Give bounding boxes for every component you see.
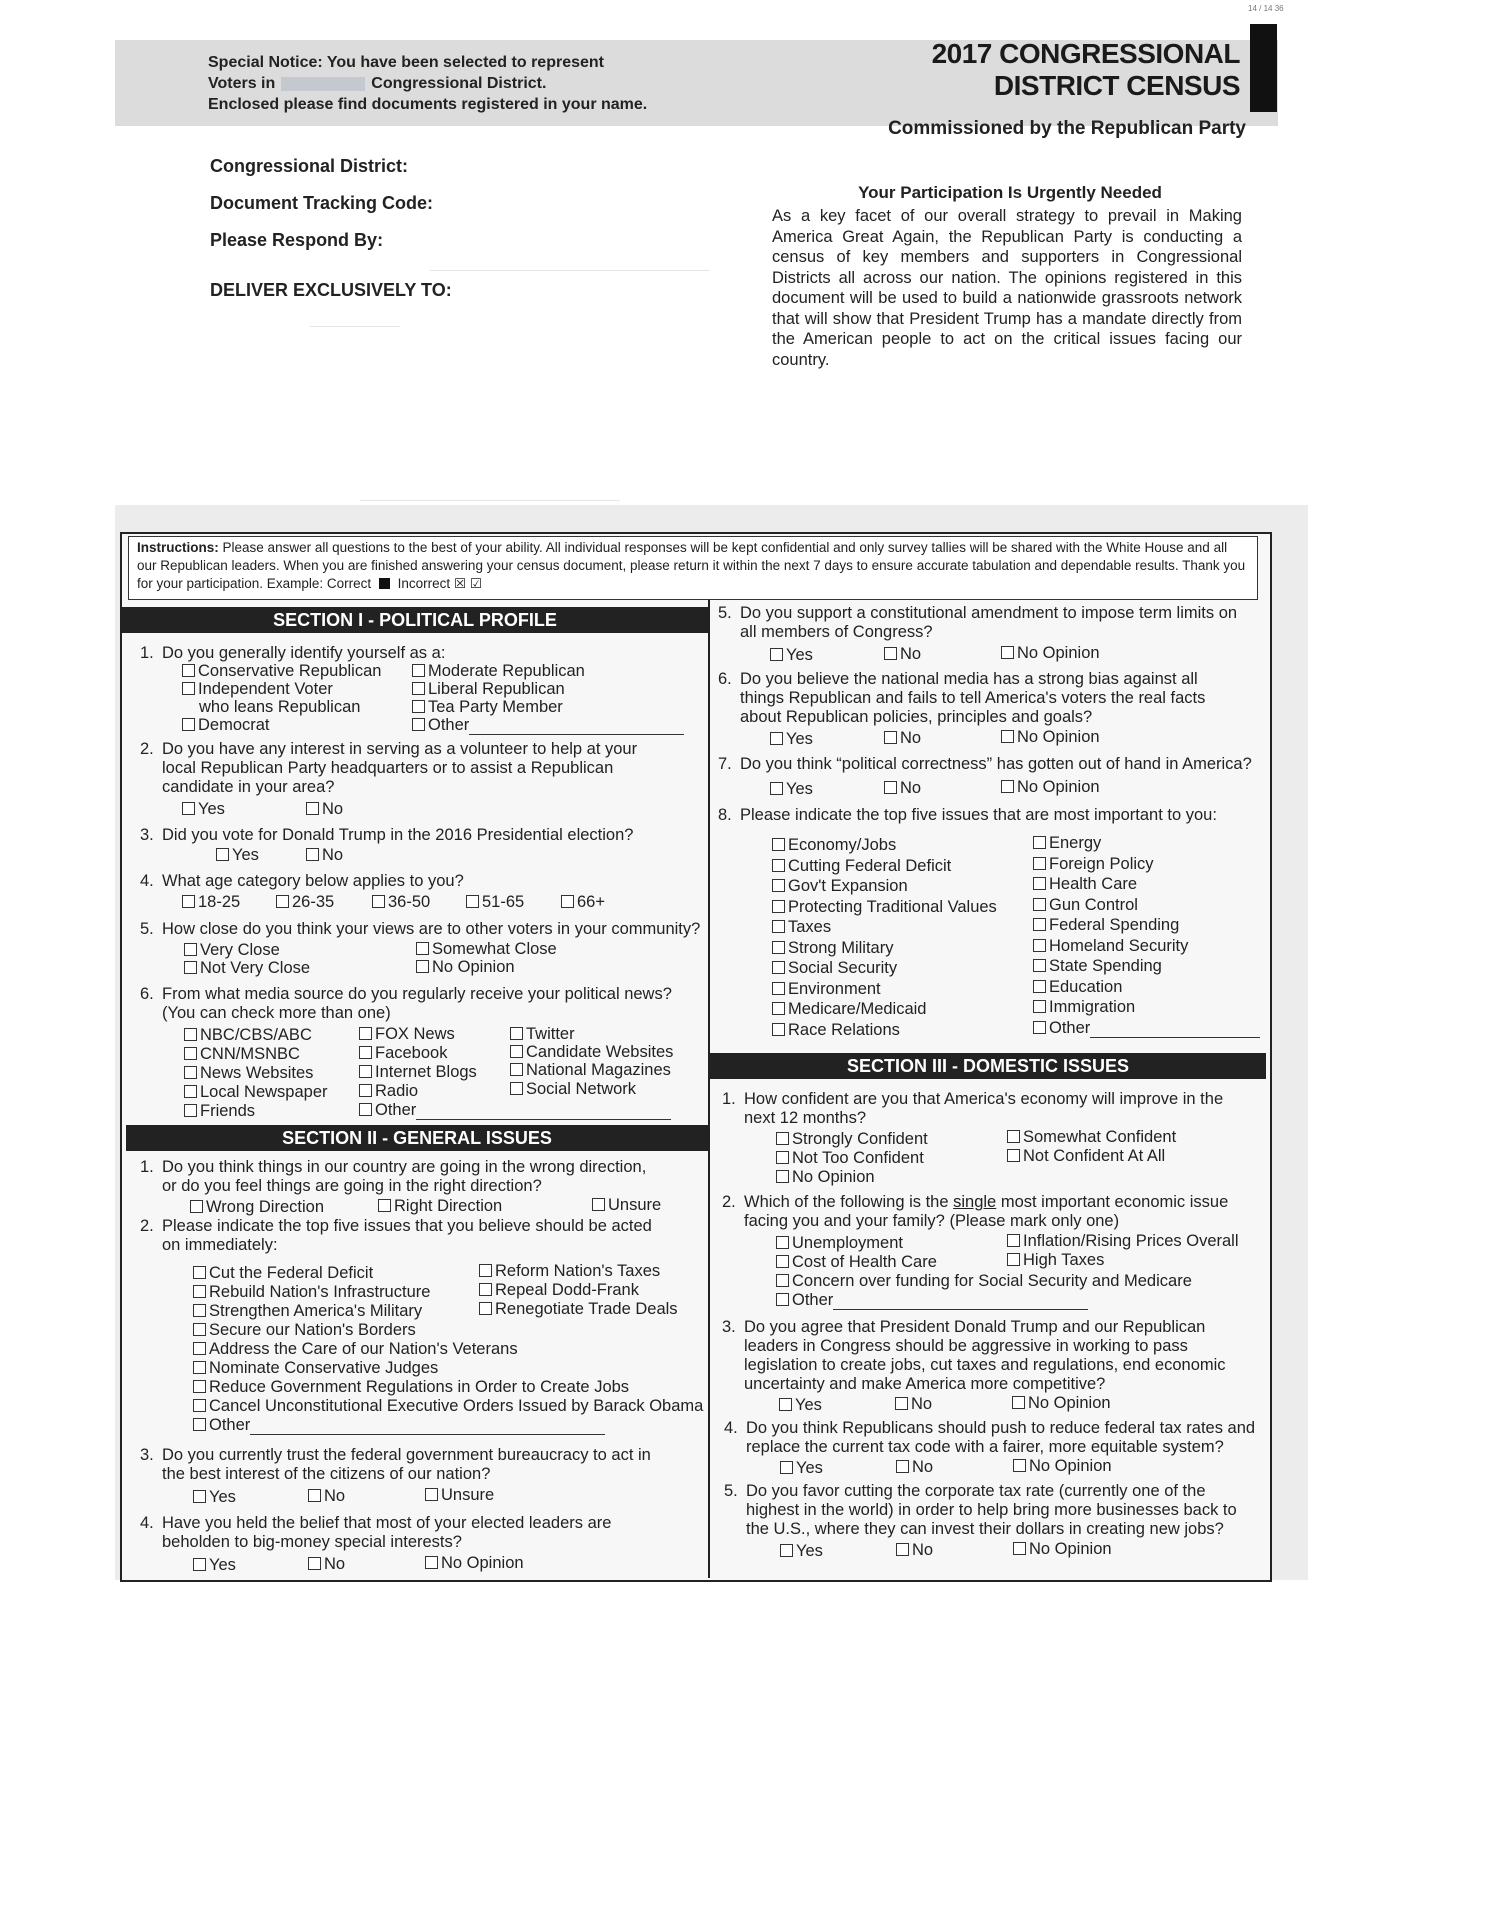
political-correctness-yes[interactable]: Yes [770, 780, 813, 799]
participation-title: Your Participation Is Urgently Needed [858, 183, 1162, 202]
s1-q1-opt-conservative[interactable]: Conservative Republican [182, 662, 381, 681]
q8-education[interactable]: Education [1033, 978, 1260, 999]
scan-line [430, 270, 710, 271]
s1-q6-fox[interactable]: FOX News [359, 1025, 455, 1044]
q8-cutting-deficit[interactable]: Cutting Federal Deficit [772, 857, 997, 878]
tracking-code-label: Document Tracking Code: [210, 193, 434, 213]
commissioned-by: Commissioned by the Republican Party [888, 118, 1246, 139]
s1-q4-18-25[interactable]: 18-25 [182, 893, 240, 912]
s3-q3: 3. Do you agree that President Donald Trump and our Republican leaders in Congress should be aggressive in working to pass legislation to create jobs, cut taxes and regulations, end economic uncertainty and make America more competitive? [722, 1318, 1226, 1393]
respond-by-label: Please Respond By: [210, 230, 384, 250]
s1-q8-top-issues: 8. Please indicate the top five issues that are most important to you: [718, 806, 1217, 824]
s2-q2: 2. Please indicate the top five issues that you believe should be acted on immediately: [140, 1217, 652, 1254]
s2-q2-other[interactable]: Other [193, 1416, 605, 1435]
s1-q6-national-magazines[interactable]: National Magazines [510, 1061, 671, 1080]
q8-social-security[interactable]: Social Security [772, 959, 997, 980]
s3-q5-no-opinion[interactable]: No Opinion [1013, 1540, 1112, 1559]
s3-q1-not-too-confident[interactable]: Not Too Confident [776, 1149, 924, 1168]
q8-federal-spending[interactable]: Federal Spending [1033, 916, 1260, 937]
s1-q6-other[interactable]: Other [359, 1101, 671, 1120]
s1-q5-no-opinion[interactable]: No Opinion [416, 958, 515, 977]
q8-foreign-policy[interactable]: Foreign Policy [1033, 855, 1260, 876]
s1-q4-51-65[interactable]: 51-65 [466, 893, 524, 912]
special-notice [208, 52, 728, 115]
scan-line [360, 500, 620, 501]
scan-line [310, 326, 400, 327]
term-limits-no[interactable]: No [884, 645, 921, 664]
political-correctness-no[interactable]: No [884, 779, 921, 798]
s3-q2-social-security[interactable]: Concern over funding for Social Security and Medicare [776, 1272, 1192, 1291]
s1-q1-opt-tea-party[interactable]: Tea Party Member [412, 698, 563, 717]
term-limits-yes[interactable]: Yes [770, 646, 813, 665]
s1-q3: 3. Did you vote for Donald Trump in the 2016 Presidential election? [140, 826, 634, 844]
s1-q5-very-close[interactable]: Very Close [184, 941, 280, 960]
section-1-header: SECTION I - POLITICAL PROFILE [122, 607, 708, 633]
s1-q6-facebook[interactable]: Facebook [359, 1044, 447, 1063]
corner-code: 14 / 14 36 [1248, 4, 1284, 13]
s1-q5-somewhat-close[interactable]: Somewhat Close [416, 940, 557, 959]
q8-environment[interactable]: Environment [772, 980, 997, 1001]
s2-q3-unsure[interactable]: Unsure [425, 1486, 494, 1505]
s1-q2-yes[interactable]: Yes [182, 800, 225, 819]
s1-q6-news-websites[interactable]: News Websites [184, 1064, 313, 1083]
s3-q2-high-taxes[interactable]: High Taxes [1007, 1251, 1104, 1270]
s1-q4-36-50[interactable]: 36-50 [372, 893, 430, 912]
s3-q1-not-confident[interactable]: Not Confident At All [1007, 1147, 1165, 1166]
s3-q2-health-care[interactable]: Cost of Health Care [776, 1253, 937, 1272]
q8-other[interactable]: Other [1033, 1019, 1260, 1040]
instructions-label: Instructions: [137, 540, 219, 555]
s1-q6-candidate-websites[interactable]: Candidate Websites [510, 1043, 673, 1062]
section-2-header: SECTION II - GENERAL ISSUES [126, 1125, 708, 1151]
q8-govt-expansion[interactable]: Gov't Expansion [772, 877, 997, 898]
header-black-bar [1250, 24, 1277, 112]
media-bias-no[interactable]: No [884, 729, 921, 748]
s1-q4-26-35[interactable]: 26-35 [276, 893, 334, 912]
q8-economy-jobs[interactable]: Economy/Jobs [772, 836, 997, 857]
s2-q3-yes[interactable]: Yes [193, 1488, 236, 1507]
s1-q6-local-newspaper[interactable]: Local Newspaper [184, 1083, 328, 1102]
s1-q3-yes[interactable]: Yes [216, 846, 259, 865]
deliver-to-label: DELIVER EXCLUSIVELY TO: [210, 280, 452, 300]
notice-district: Congressional District. [371, 75, 547, 92]
s1-q5-not-very-close[interactable]: Not Very Close [184, 959, 310, 978]
s1-q6-social-network[interactable]: Social Network [510, 1080, 636, 1099]
s3-q1-strongly-confident[interactable]: Strongly Confident [776, 1130, 928, 1149]
column-divider [708, 600, 710, 1578]
q8-health-care[interactable]: Health Care [1033, 875, 1260, 896]
s1-q1-opt-democrat[interactable]: Democrat [182, 716, 270, 735]
s3-q4: 4. Do you think Republicans should push to reduce federal tax rates and replace the current tax code with a fairer, more equitable system? [724, 1419, 1256, 1456]
s3-q2-inflation[interactable]: Inflation/Rising Prices Overall [1007, 1232, 1239, 1251]
s1-q6-cnn[interactable]: CNN/MSNBC [184, 1045, 300, 1064]
s1-q1-opt-moderate[interactable]: Moderate Republican [412, 662, 585, 681]
s2-q3-no[interactable]: No [308, 1487, 345, 1506]
s3-q1-no-opinion[interactable]: No Opinion [776, 1168, 875, 1187]
s1-q1: 1. Do you generally identify yourself as a: [140, 644, 446, 662]
term-limits-no-opinion[interactable]: No Opinion [1001, 644, 1100, 663]
s2-q4: 4. Have you held the belief that most of your elected leaders are beholden to big-money special interests? [140, 1514, 612, 1551]
s2-q4-yes[interactable]: Yes [193, 1556, 236, 1575]
q8-homeland-security[interactable]: Homeland Security [1033, 937, 1260, 958]
media-bias-yes[interactable]: Yes [770, 730, 813, 749]
incorrect-check-mark: ☑ [469, 576, 482, 591]
s2-q1: 1. Do you think things in our country are going in the wrong direction, or do you feel things are going in the right direction? [140, 1158, 647, 1195]
s1-q6: 6. From what media source do you regularly receive your political news? (You can check more than one) [140, 985, 672, 1022]
s2-q4-no-opinion[interactable]: No Opinion [425, 1554, 524, 1573]
census-title-line-1: 2017 CONGRESSIONAL [931, 38, 1240, 69]
q8-medicare[interactable]: Medicare/Medicaid [772, 1000, 997, 1021]
census-title-line-2: DISTRICT CENSUS [993, 70, 1240, 101]
s1-q6-twitter[interactable]: Twitter [510, 1025, 575, 1044]
s1-q5: 5. How close do you think your views are to other voters in your community? [140, 920, 701, 938]
q8-traditional-values[interactable]: Protecting Traditional Values [772, 898, 997, 919]
s1-q4: 4. What age category below applies to you? [140, 872, 464, 890]
s2-q2-veterans[interactable]: Address the Care of our Nation's Veterans [193, 1340, 518, 1359]
s1-q1-opt-other[interactable]: Other [412, 716, 684, 735]
s2-q2-borders[interactable]: Secure our Nation's Borders [193, 1321, 416, 1340]
q8-strong-military[interactable]: Strong Military [772, 939, 997, 960]
q8-immigration[interactable]: Immigration [1033, 998, 1260, 1019]
s2-q2-trade-deals[interactable]: Renegotiate Trade Deals [479, 1300, 678, 1319]
incorrect-x-mark: ☒ [453, 576, 467, 591]
media-bias-no-opinion[interactable]: No Opinion [1001, 728, 1100, 747]
s3-q3-no-opinion[interactable]: No Opinion [1012, 1394, 1111, 1413]
s1-q1-independent-cont: who leans Republican [199, 698, 361, 716]
q8-gun-control[interactable]: Gun Control [1033, 896, 1260, 917]
q8-state-spending[interactable]: State Spending [1033, 957, 1260, 978]
s1-q7-political-correctness: 7. Do you think “political correctness” has gotten out of hand in America? [718, 755, 1252, 773]
s3-q5: 5. Do you favor cutting the corporate tax rate (currently one of the highest in the world) in order to help bring more businesses back to the U.S., where they can invest their dollars in creating new jobs? [724, 1482, 1237, 1538]
s2-q2-dodd-frank[interactable]: Repeal Dodd-Frank [479, 1281, 639, 1300]
s2-q4-no[interactable]: No [308, 1555, 345, 1574]
s2-q2-reform-taxes[interactable]: Reform Nation's Taxes [479, 1262, 660, 1281]
s2-q2-cut-deficit[interactable]: Cut the Federal Deficit [193, 1264, 373, 1283]
instructions [128, 536, 1258, 600]
section-3-header: SECTION III - DOMESTIC ISSUES [710, 1053, 1266, 1079]
notice-voters-in: Voters in [208, 75, 276, 92]
s1-q6-nbc[interactable]: NBC/CBS/ABC [184, 1026, 312, 1045]
s2-q3: 3. Do you currently trust the federal government bureaucracy to act in the best interest of the citizens of our nation? [140, 1446, 651, 1483]
s3-q5-yes[interactable]: Yes [780, 1542, 823, 1561]
participation-body: As a key facet of our overall strategy to prevail in Making America Great Again, the Republican Party is conducting a census of key members and supporters in Congressional Districts all across our nation. The opinions registered in this document will be used to build a nationwide grassroots network that will show that President Trump has a mandate directly from the American people to act on the critical issues facing our country. [772, 207, 1242, 369]
s3-q4-no[interactable]: No [896, 1458, 933, 1477]
notice-line-2 [208, 73, 728, 94]
s1-q6-radio[interactable]: Radio [359, 1082, 418, 1101]
s3-q4-no-opinion[interactable]: No Opinion [1013, 1457, 1112, 1476]
s3-q1: 1. How confident are you that America's economy will improve in the next 12 months? [722, 1090, 1224, 1127]
s1-q6-friends[interactable]: Friends [184, 1102, 255, 1121]
s1-q4-66-plus[interactable]: 66+ [561, 893, 605, 912]
s3-q3-no[interactable]: No [895, 1395, 932, 1414]
political-correctness-no-opinion[interactable]: No Opinion [1001, 778, 1100, 797]
s2-q1-wrong-direction[interactable]: Wrong Direction [190, 1198, 324, 1217]
s1-q2: 2. Do you have any interest in serving as a volunteer to help at your local Republican Party headquarters or to assist a Republican candidate in your area? [140, 740, 638, 796]
s3-q3-yes[interactable]: Yes [779, 1396, 822, 1415]
s2-q2-military[interactable]: Strengthen America's Military [193, 1302, 422, 1321]
s2-q2-regulations[interactable]: Reduce Government Regulations in Order to Create Jobs [193, 1378, 629, 1397]
q8-energy[interactable]: Energy [1033, 834, 1260, 855]
s2-q1-unsure[interactable]: Unsure [592, 1196, 661, 1215]
notice-line-3: Enclosed please find documents registered in your name. [208, 96, 648, 113]
s3-q4-yes[interactable]: Yes [780, 1459, 823, 1478]
s1-q6-media-bias: 6. Do you believe the national media has a strong bias against all things Republican and fails to tell America's voters the real facts about Republican policies, principles and goals? [718, 670, 1206, 726]
s1-q1-opt-liberal[interactable]: Liberal Republican [412, 680, 565, 699]
q8-right-column [1033, 834, 1260, 1039]
district-label: Congressional District: [210, 156, 409, 176]
s3-q2: 2. Which of the following is the single most important economic issue facing you and your family? (Please mark only one) [722, 1193, 1229, 1230]
s2-q1-right-direction[interactable]: Right Direction [378, 1197, 502, 1216]
incorrect-label: Incorrect [397, 576, 451, 591]
q8-taxes[interactable]: Taxes [772, 918, 997, 939]
s1-q1-opt-independent[interactable]: Independent Voter [182, 680, 333, 699]
q8-left-column [772, 836, 997, 1041]
redacted-district [281, 77, 365, 91]
s2-q2-infrastructure[interactable]: Rebuild Nation's Infrastructure [193, 1283, 430, 1302]
s1-q2-no[interactable]: No [306, 800, 343, 819]
s3-q5-no[interactable]: No [896, 1541, 933, 1560]
s2-q2-judges[interactable]: Nominate Conservative Judges [193, 1359, 438, 1378]
s1-q5-term-limits: 5. Do you support a constitutional amendment to impose term limits on all members of Congress? [718, 604, 1238, 641]
single-underlined: single [953, 1193, 997, 1211]
notice-line-1: Special Notice: You have been selected to represent [208, 54, 604, 71]
q8-race-relations[interactable]: Race Relations [772, 1021, 997, 1042]
s2-q2-executive-orders[interactable]: Cancel Unconstitutional Executive Orders Issued by Barack Obama [193, 1397, 703, 1416]
s3-q1-somewhat-confident[interactable]: Somewhat Confident [1007, 1128, 1176, 1147]
correct-example-box [379, 578, 390, 589]
instructions-text: Please answer all questions to the best of your ability. All individual responses will be kept confidential and only survey tallies will be shared with the White House and all our Republican leaders. When you are finished answering your census document, please return it within the next 7 days to ensure accurate tabulation and dependable results. Thank you for your participation. Example: Correct [137, 540, 1246, 591]
s1-q6-internet-blogs[interactable]: Internet Blogs [359, 1063, 477, 1082]
census-title [850, 38, 1240, 102]
s3-q2-unemployment[interactable]: Unemployment [776, 1234, 903, 1253]
s1-q3-no[interactable]: No [306, 846, 343, 865]
s3-q2-other[interactable]: Other [776, 1291, 1088, 1310]
